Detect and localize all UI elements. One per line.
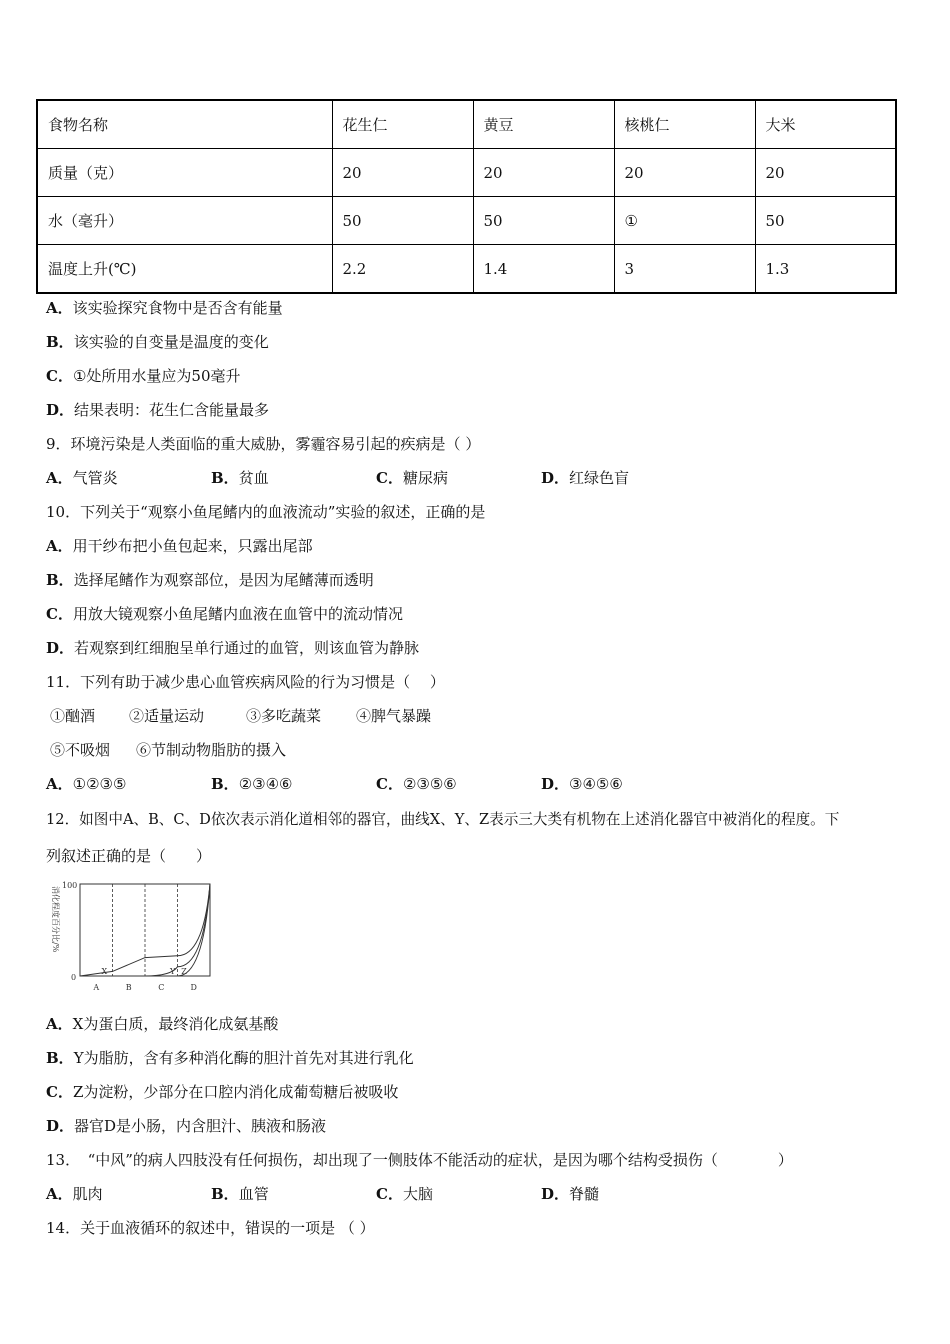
table-header-row (37, 100, 896, 149)
q12-option-d: D．器官D是小肠，内含胆汁、胰液和肠液 (46, 1117, 327, 1135)
table-cell: 1.4 (473, 245, 614, 294)
q10-option-b: B．选择尾鳍作为观察部位，是因为尾鳍薄而透明 (46, 571, 374, 589)
table-cell: 水（毫升） (37, 197, 332, 245)
q11-item: ⑥节制动物脂肪的摄入 (136, 741, 287, 759)
category-label: A (93, 983, 100, 992)
q11-stem: 11．下列有助于减少患心血管疾病风险的行为习惯是（ ） (46, 673, 445, 691)
series-label: X (101, 967, 108, 976)
q11-options (46, 773, 906, 793)
table-cell: 花生仁 (332, 100, 473, 149)
q13-stem: 13． “中风”的病人四肢没有任何损伤，却出现了一侧肢体不能活动的症状，是因为哪个结构受损伤（ ） (46, 1151, 793, 1169)
series-label: Z (181, 967, 187, 976)
y-tick-label: 100 (62, 881, 78, 890)
category-label: D (190, 983, 197, 992)
q12-option-b: B．Y为脂肪，含有多种消化酶的胆汁首先对其进行乳化 (46, 1049, 414, 1067)
q11-option-a: A．①②③⑤ (46, 775, 127, 793)
table-row (37, 149, 896, 197)
table-cell: 黄豆 (473, 100, 614, 149)
q9-options (46, 467, 906, 487)
table-row (37, 245, 896, 294)
table-cell: 质量（克） (37, 149, 332, 197)
q11-items-line1 (46, 705, 906, 725)
q11-item: ①酗酒 (50, 707, 96, 725)
q11-item: ④脾气暴躁 (356, 707, 432, 725)
table-cell: 2.2 (332, 245, 473, 294)
q12-option-c: C．Z为淀粉，少部分在口腔内消化成葡萄糖后被吸收 (46, 1083, 399, 1101)
category-label: B (125, 983, 132, 992)
q9-option-d: D．红绿色盲 (541, 469, 630, 487)
q11-item: ②适量运动 (129, 707, 205, 725)
table-cell: 20 (332, 149, 473, 197)
y-axis-label: 消化程度百分比/% (51, 886, 60, 953)
q11-option-b: B．②③④⑥ (211, 775, 293, 793)
q10-option-c: C．用放大镜观察小鱼尾鳍内血液在血管中的流动情况 (46, 605, 403, 623)
q12-stem-line1: 12．如图中A、B、C、D依次表示消化道相邻的器官，曲线X、Y、Z表示三大类有机物在上述消化器官中被消化的程度。下 (46, 811, 840, 828)
q11-item: ③多吃蔬菜 (246, 707, 322, 725)
q8-option-b: B．该实验的自变量是温度的变化 (46, 333, 269, 351)
q13-option-d: D．脊髓 (541, 1185, 600, 1203)
table-row (37, 197, 896, 245)
table-cell: 食物名称 (37, 100, 332, 149)
q12-stem-line2: 列叙述正确的是（ ） (46, 847, 212, 865)
q10-stem: 10．下列关于“观察小鱼尾鳍内的血液流动”实验的叙述，正确的是 (46, 503, 486, 521)
y-tick-label: 0 (71, 973, 77, 982)
q12-option-a: A．X为蛋白质，最终消化成氨基酸 (46, 1015, 279, 1033)
table-cell: 温度上升(℃) (37, 245, 332, 294)
table-cell: 核桃仁 (614, 100, 755, 149)
q8-option-d: D．结果表明：花生仁含能量最多 (46, 401, 270, 419)
q9-option-a: A．气管炎 (46, 469, 118, 487)
q11-option-c: C．②③⑤⑥ (376, 775, 457, 793)
table-cell: 大米 (755, 100, 896, 149)
table-cell: 50 (332, 197, 473, 245)
q13-option-c: C．大脑 (376, 1185, 433, 1203)
food-energy-table (36, 99, 897, 294)
q10-option-a: A．用干纱布把小鱼包起来，只露出尾部 (46, 537, 313, 555)
q8-option-c: C．①处所用水量应为50毫升 (46, 367, 241, 385)
table-cell: 20 (755, 149, 896, 197)
q14-stem: 14．关于血液循环的叙述中，错误的一项是 （ ） (46, 1219, 375, 1237)
table-cell: 1.3 (755, 245, 896, 294)
q11-item: ⑤不吸烟 (50, 741, 111, 759)
table-cell: 20 (614, 149, 755, 197)
q13-option-b: B．血管 (211, 1185, 269, 1203)
series-label: Y (169, 967, 176, 976)
table-cell: 50 (755, 197, 896, 245)
q9-stem: 9．环境污染是人类面临的重大威胁，雾霾容易引起的疾病是（ ） (46, 435, 481, 453)
q10-option-d: D．若观察到红细胞呈单行通过的血管，则该血管为静脉 (46, 639, 420, 657)
q13-option-a: A．肌肉 (46, 1185, 103, 1203)
table-cell: ① (614, 197, 755, 245)
table-cell: 3 (614, 245, 755, 294)
q13-options (46, 1183, 906, 1203)
q11-items-line2 (46, 739, 906, 759)
q9-option-b: B．贫血 (211, 469, 269, 487)
series-labels (102, 967, 188, 976)
q11-option-d: D．③④⑤⑥ (541, 775, 623, 793)
digestion-chart (44, 876, 224, 996)
q9-option-c: C．糖尿病 (376, 469, 448, 487)
q8-option-a: A．该实验探究食物中是否含有能量 (46, 299, 283, 317)
category-labels (92, 983, 197, 992)
region-dividers (113, 884, 178, 976)
table-cell: 20 (473, 149, 614, 197)
category-label: C (158, 983, 165, 992)
table-cell: 50 (473, 197, 614, 245)
